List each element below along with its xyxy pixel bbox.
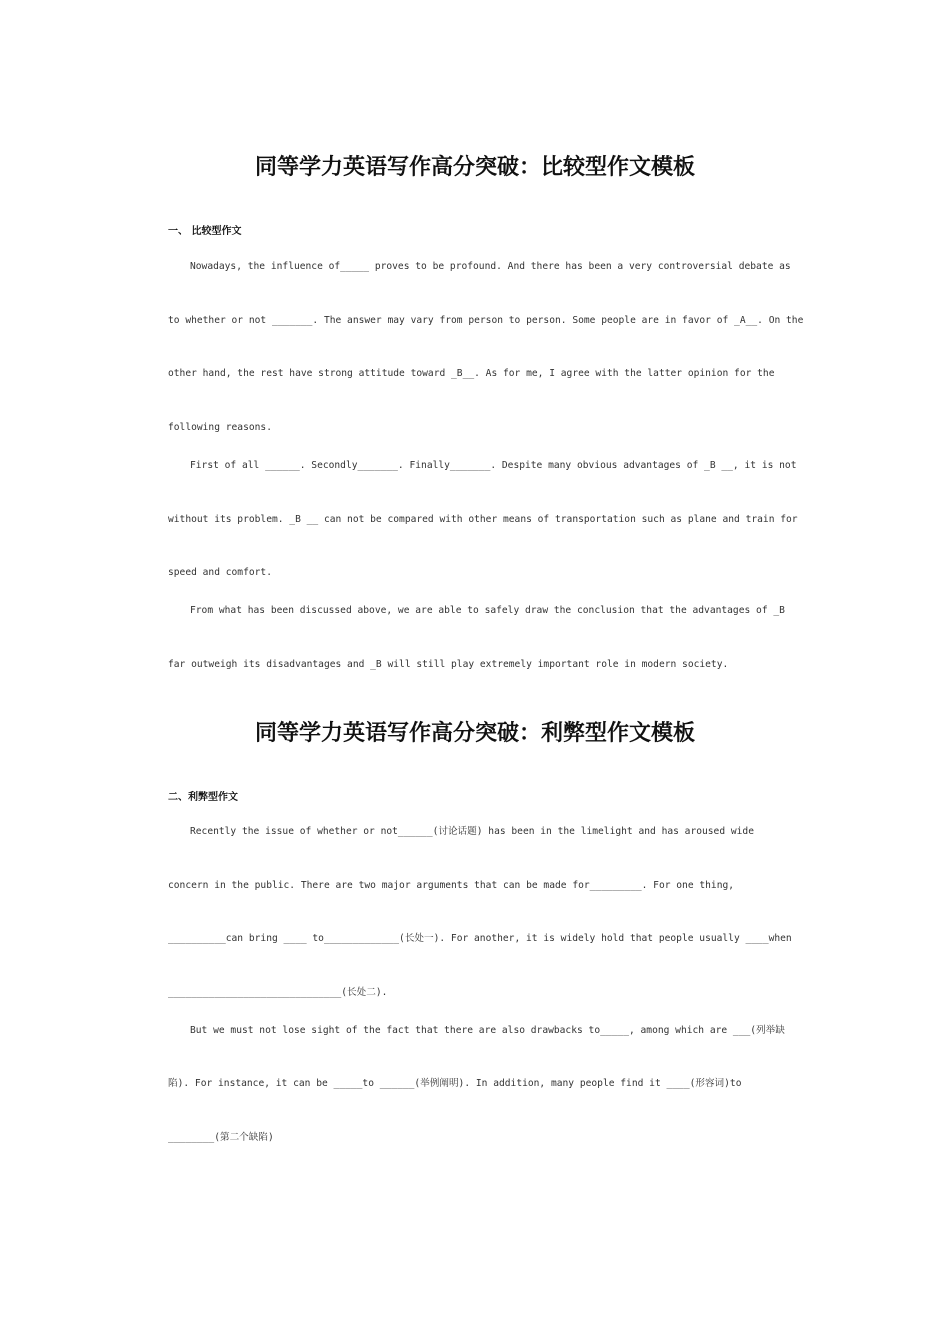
paragraph-line: other hand, the rest have strong attitude toward _B__. As for me, I agree with the latter opinion for the	[168, 368, 775, 379]
paragraph-line: far outweigh its disadvantages and _B will still play extremely important role in modern society.	[168, 659, 729, 670]
paragraph-line: 陷). For instance, it can be _____to ______(举例阐明). In addition, many people find it ____(形容词)to	[168, 1078, 742, 1089]
paragraph-line: following reasons.	[168, 422, 272, 433]
section-heading-comparison: 一、 比较型作文	[168, 226, 242, 237]
paragraph-line: without its problem. _B __ can not be compared with other means of transportation such as plane and train for	[168, 514, 798, 525]
paragraph-line: Nowadays, the influence of_____ proves to be profound. And there has been a very controversial debate as	[190, 261, 791, 272]
paragraph-line: ________(第二个缺陷)	[168, 1132, 274, 1143]
paragraph-line: concern in the public. There are two major arguments that can be made for_________. For one thing,	[168, 880, 735, 891]
paragraph-line: speed and comfort.	[168, 567, 272, 578]
paragraph-line: __________can bring ____ to_____________(长处一). For another, it is widely hold that people usually ____when	[168, 933, 792, 944]
paragraph-line: Recently the issue of whether or not______(讨论话题) has been in the limelight and has aroused wide	[190, 826, 754, 837]
section-heading-pros-cons: 二、利弊型作文	[168, 792, 238, 803]
paragraph-line: First of all ______. Secondly_______. Finally_______. Despite many obvious advantages of _B __, it is not	[190, 460, 797, 471]
paragraph-line: to whether or not _______. The answer may vary from person to person. Some people are in favor of _A__. On the	[168, 315, 804, 326]
paragraph-line: But we must not lose sight of the fact that there are also drawbacks to_____, among which are ___(列举缺	[190, 1025, 785, 1036]
paragraph-line: From what has been discussed above, we are able to safely draw the conclusion that the advantages of _B	[190, 605, 785, 616]
page-title-comparison: 同等学力英语写作高分突破：比较型作文模板	[254, 155, 695, 180]
paragraph-line: ______________________________(长处二).	[168, 987, 388, 998]
page-title-pros-cons: 同等学力英语写作高分突破：利弊型作文模板	[254, 721, 695, 746]
